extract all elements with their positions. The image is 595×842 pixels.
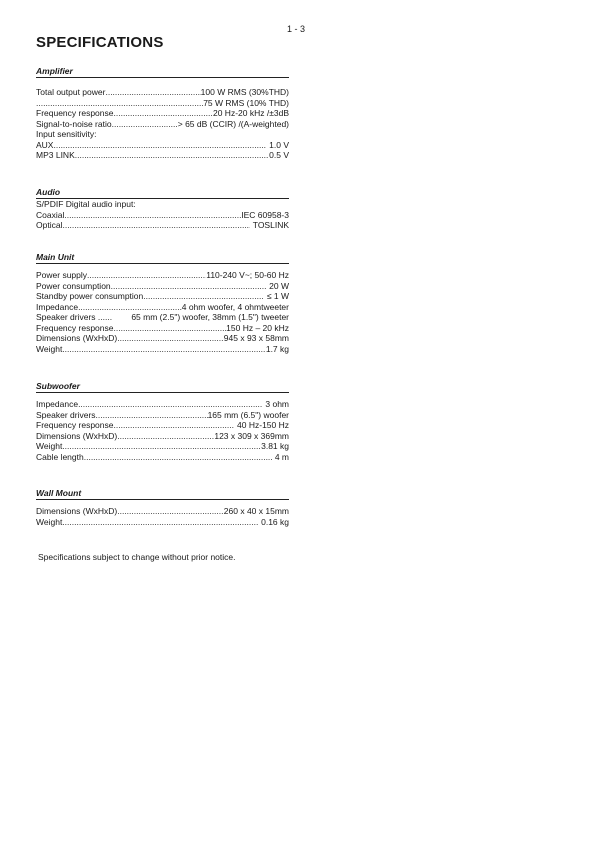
spec-row bbox=[36, 199, 289, 210]
spec-value: 0.16 kg bbox=[261, 516, 289, 527]
section-heading: Subwoofer bbox=[36, 381, 289, 393]
spec-value: 123 x 309 x 369mm bbox=[214, 430, 289, 441]
spec-row bbox=[36, 344, 289, 355]
spec-value: 165 mm (6.5") woofer bbox=[207, 409, 289, 420]
spec-label: Power supply bbox=[36, 270, 88, 280]
spec-label: Coaxial bbox=[36, 209, 65, 220]
spec-label: Optical bbox=[36, 220, 63, 230]
spec-value: 1.0 V bbox=[269, 139, 289, 150]
spec-label: Speaker drivers ...... bbox=[36, 312, 113, 322]
spec-row bbox=[36, 312, 289, 323]
spec-label: Speaker drivers bbox=[36, 409, 96, 420]
spec-label: Standby power consumption bbox=[36, 291, 144, 301]
spec-label: MP3 LINK bbox=[36, 150, 75, 160]
spec-value: 4 m bbox=[274, 451, 289, 462]
spec-value: TOSLINK bbox=[252, 220, 289, 230]
spec-label: Dimensions (WxHxD) bbox=[36, 430, 118, 441]
spec-value: 100 W RMS (30%THD) bbox=[200, 87, 289, 97]
spec-row bbox=[36, 506, 289, 517]
section-heading: Audio bbox=[36, 187, 289, 199]
spec-value: 20 W bbox=[269, 280, 289, 291]
spec-label: Input sensitivity: bbox=[36, 129, 97, 139]
wall-mount-section bbox=[36, 488, 289, 527]
spec-value: 3 ohm bbox=[265, 399, 289, 409]
spec-label: Weight bbox=[36, 343, 63, 354]
spec-value: 3.81 kg bbox=[261, 441, 289, 451]
spec-label: Dimensions (WxHxD) bbox=[36, 506, 118, 516]
spec-row bbox=[36, 98, 289, 109]
spec-value: 260 x 40 x 15mm bbox=[223, 506, 289, 516]
spec-value: 945 x 93 x 58mm bbox=[223, 333, 289, 343]
spec-label: Impedance bbox=[36, 399, 79, 409]
spec-row bbox=[36, 87, 289, 98]
spec-value: 40 Hz-150 Hz bbox=[237, 420, 289, 430]
main-unit-section bbox=[36, 252, 289, 354]
amplifier-section bbox=[36, 66, 289, 161]
spec-row bbox=[36, 452, 289, 463]
spec-value: 0.5 V bbox=[269, 150, 289, 160]
section-heading: Wall Mount bbox=[36, 488, 289, 500]
spec-value: ≤ 1 W bbox=[266, 291, 289, 301]
spec-label: Weight bbox=[36, 441, 63, 451]
spec-row bbox=[36, 420, 289, 431]
spec-row bbox=[36, 399, 289, 410]
spec-label: S/PDIF Digital audio input: bbox=[36, 199, 136, 209]
spec-row bbox=[36, 129, 289, 140]
page-title: SPECIFICATIONS bbox=[36, 34, 164, 51]
spec-label: Power consumption bbox=[36, 280, 111, 291]
spec-label: Weight bbox=[36, 516, 63, 527]
section-heading: Amplifier bbox=[36, 66, 289, 78]
spec-row bbox=[36, 220, 289, 231]
spec-label: Total output power bbox=[36, 87, 106, 97]
spec-value: > 65 dB (CCIR) /(A-weighted) bbox=[177, 118, 289, 129]
spec-label: Cable length bbox=[36, 451, 84, 462]
spec-row bbox=[36, 323, 289, 334]
spec-value: IEC 60958-3 bbox=[241, 209, 289, 220]
spec-label: Frequency response bbox=[36, 108, 114, 118]
spec-value: 110-240 V~; 50-60 Hz bbox=[206, 270, 289, 280]
audio-section bbox=[36, 187, 289, 231]
spec-row bbox=[36, 333, 289, 344]
spec-label: AUX bbox=[36, 139, 54, 150]
spec-label: Frequency response bbox=[36, 322, 114, 333]
spec-value: 65 mm (2.5") woofer, 38mm (1.5") tweeter bbox=[131, 312, 289, 322]
spec-row bbox=[36, 270, 289, 281]
spec-label: Signal-to-noise ratio bbox=[36, 118, 112, 129]
spec-row bbox=[36, 281, 289, 292]
spec-row bbox=[36, 210, 289, 221]
spec-row bbox=[36, 441, 289, 452]
spec-row bbox=[36, 302, 289, 313]
spec-value: 75 W RMS (10% THD) bbox=[203, 97, 289, 108]
spec-row bbox=[36, 140, 289, 151]
spec-value: 20 Hz-20 kHz /±3dB bbox=[212, 108, 289, 118]
spec-label: Frequency response bbox=[36, 420, 114, 430]
spec-row bbox=[36, 431, 289, 442]
page-number: 1 - 3 bbox=[287, 24, 306, 34]
section-heading: Main Unit bbox=[36, 252, 289, 264]
subwoofer-section bbox=[36, 381, 289, 462]
spec-row bbox=[36, 410, 289, 421]
spec-label: Dimensions (WxHxD) bbox=[36, 333, 118, 343]
spec-label: Impedance bbox=[36, 301, 79, 312]
spec-value: 1.7 kg bbox=[265, 343, 289, 354]
spec-row bbox=[36, 108, 289, 119]
spec-value: 4 ohm woofer, 4 ohmtweeter bbox=[181, 301, 289, 312]
spec-value: 150 Hz – 20 kHz bbox=[226, 322, 289, 333]
spec-row bbox=[36, 291, 289, 302]
spec-row bbox=[36, 150, 289, 161]
spec-row bbox=[36, 517, 289, 528]
footnote: Specifications subject to change without prior notice. bbox=[38, 552, 236, 562]
spec-row bbox=[36, 119, 289, 130]
